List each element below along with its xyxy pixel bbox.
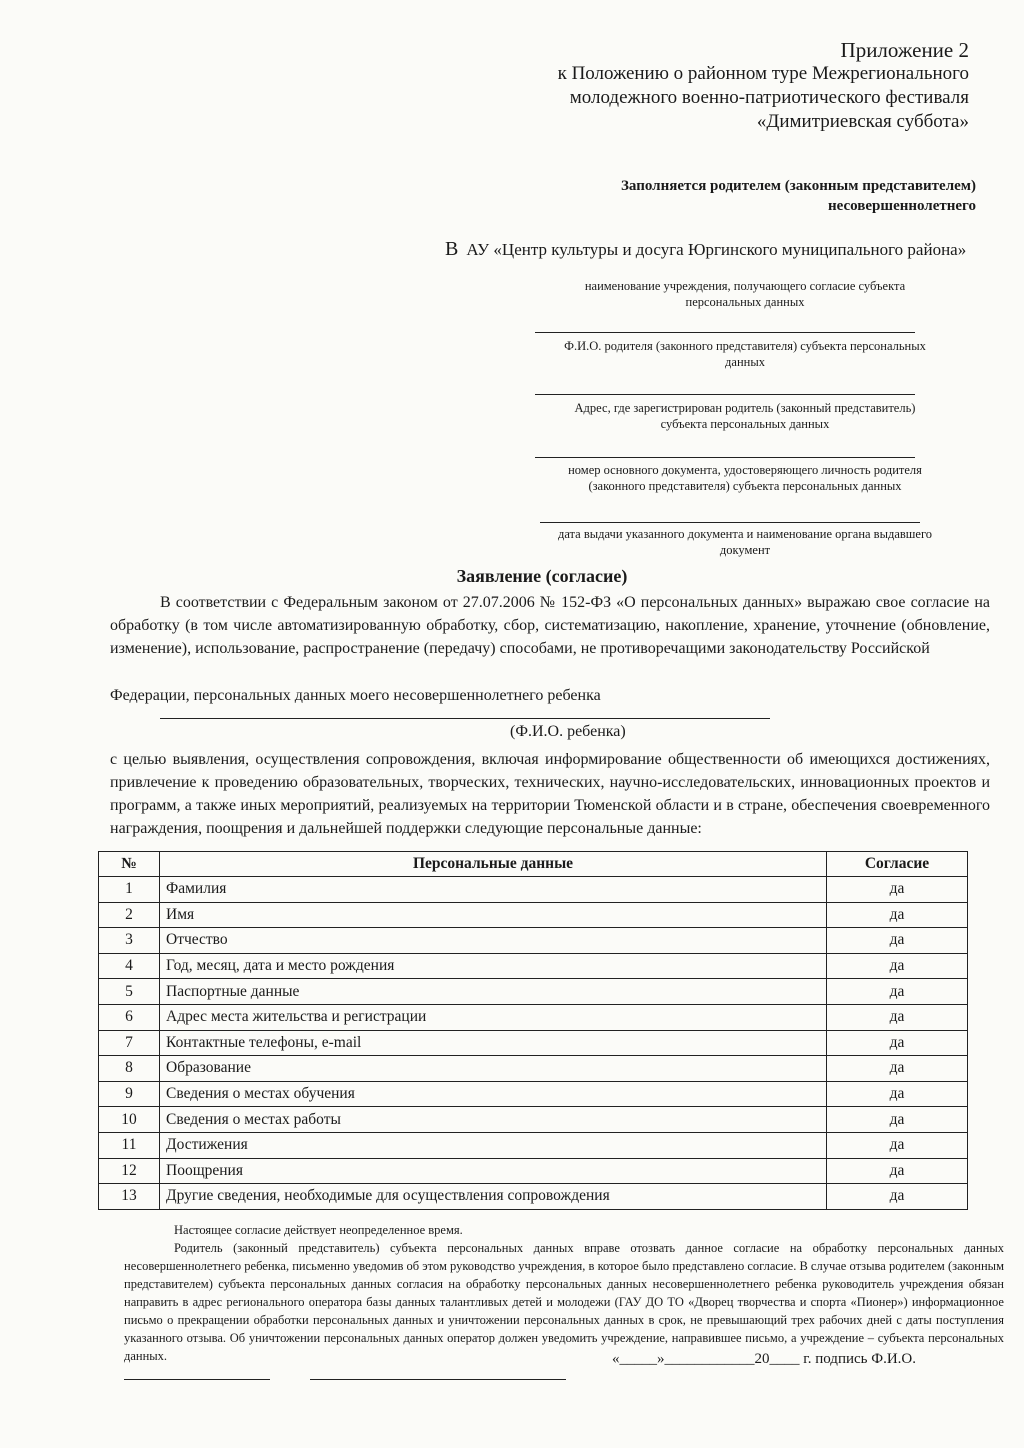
- document-hint: [540, 462, 950, 494]
- row-number: 6: [99, 1004, 160, 1030]
- row-consent[interactable]: да: [827, 953, 968, 979]
- validity-note: Настоящее согласие действует неопределенное время.: [174, 1223, 463, 1237]
- table-row: [99, 928, 968, 954]
- header-data: Персональные данные: [160, 852, 827, 877]
- table-row: [99, 1107, 968, 1133]
- row-item: Сведения о местах обучения: [160, 1081, 827, 1107]
- row-consent[interactable]: да: [827, 1056, 968, 1082]
- hint-line: номер основного документа, удостоверяющего личность родителя: [568, 463, 922, 477]
- hint-line: (законного представителя) субъекта персональных данных: [588, 479, 902, 493]
- filled-by-line: несовершеннолетнего: [828, 198, 976, 214]
- row-consent[interactable]: да: [827, 1184, 968, 1210]
- hint-line: данных: [725, 355, 765, 369]
- row-number: 9: [99, 1081, 160, 1107]
- parent-fio-field[interactable]: [535, 332, 915, 333]
- name-field[interactable]: [310, 1379, 566, 1380]
- intro-paragraph-end: Федерации, персональных данных моего несовершеннолетнего ребенка: [110, 687, 601, 704]
- table-row: [99, 1081, 968, 1107]
- hint-line: персональных данных: [685, 295, 805, 309]
- row-item: Сведения о местах работы: [160, 1107, 827, 1133]
- date-signature-line: «_____»____________20____ г. подпись Ф.И.О.: [612, 1351, 917, 1367]
- issue-date-field[interactable]: [540, 522, 920, 523]
- row-number: 10: [99, 1107, 160, 1133]
- appendix-number: Приложение 2: [840, 38, 969, 62]
- child-fio-hint: (Ф.И.О. ребенка): [510, 723, 626, 740]
- row-number: 3: [99, 928, 160, 954]
- hint-line: дата выдачи указанного документа и наименование органа выдавшего: [557, 527, 933, 541]
- table-row: [99, 953, 968, 979]
- header-consent: Согласие: [827, 852, 968, 877]
- row-consent[interactable]: да: [827, 1004, 968, 1030]
- row-consent[interactable]: да: [827, 1107, 968, 1133]
- recipient-line: [445, 238, 966, 261]
- intro-paragraph: В соответствии с Федеральным законом от 27.07.2006 № 152-ФЗ «О персональных данных» выражаю свое согласие на обработку (в том числе автоматизированную обработку, сбор, систематизацию, накопление, хранение, уточнение (обновление, изменение), использование, распространение (передачу) способами, не противоречащими законодательству Российской: [110, 594, 990, 657]
- revocation-note: Родитель (законный представитель) субъекта персональных данных вправе отозвать данное согласие на обработку персональных данных несовершеннолетнего ребенка, письменно уведомив об этом руководство учреждения, в которое было представлено согласие. В случае отзыва родителем (законным представителем) субъекта персональных данных согласия на обработку персональных данных несовершеннолетнего ребенка руководитель учреждения обязан направить в адрес регионального оператора базы данных талантливых детей и молодежи (ГАУ ДО ТО «Дворец творчества и спорта «Пионер») информационное письмо о прекращении обработки персональных данных и уничтожении персональных данных в срок, не превышающий трех рабочих дней с даты поступления указанного отзыва. Об уничтожении персональных данных оператор должен уведомить учреждение, направившее письмо, а учреждение – субъекта персональных данных.: [124, 1241, 1004, 1363]
- address-hint: [540, 400, 950, 432]
- address-field[interactable]: [535, 394, 915, 395]
- hint-line: наименование учреждения, получающего согласие субъекта: [584, 279, 906, 293]
- row-consent[interactable]: да: [827, 1132, 968, 1158]
- signature-field[interactable]: [124, 1379, 270, 1380]
- row-item: Другие сведения, необходимые для осуществления сопровождения: [160, 1184, 827, 1210]
- recipient-prefix: В: [445, 238, 459, 260]
- row-item: Контактные телефоны, e-mail: [160, 1030, 827, 1056]
- header-num: №: [99, 852, 160, 877]
- issue-hint: [540, 526, 950, 558]
- appendix-line: молодежного военно-патриотического фестиваля: [569, 87, 969, 108]
- appendix-line: «Димитриевская суббота»: [756, 111, 969, 132]
- table-row: [99, 1030, 968, 1056]
- row-item: Образование: [160, 1056, 827, 1082]
- row-consent[interactable]: да: [827, 1158, 968, 1184]
- row-item: Отчество: [160, 928, 827, 954]
- table-row: [99, 1158, 968, 1184]
- row-number: 7: [99, 1030, 160, 1056]
- row-item: Фамилия: [160, 877, 827, 903]
- row-item: Достижения: [160, 1132, 827, 1158]
- document-number-field[interactable]: [535, 457, 915, 458]
- hint-line: документ: [719, 543, 771, 557]
- personal-data-table: [98, 851, 968, 1210]
- table-row: [99, 1132, 968, 1158]
- hint-line: субъекта персональных данных: [660, 417, 830, 431]
- row-consent[interactable]: да: [827, 928, 968, 954]
- statement-title: Заявление (согласие): [456, 566, 628, 586]
- institution-hint: [540, 278, 950, 310]
- filled-by-line: Заполняется родителем (законным представителем): [620, 178, 976, 194]
- row-consent[interactable]: да: [827, 877, 968, 903]
- parent-fio-hint: [540, 338, 950, 370]
- row-consent[interactable]: да: [827, 1081, 968, 1107]
- row-number: 8: [99, 1056, 160, 1082]
- row-number: 12: [99, 1158, 160, 1184]
- purpose-paragraph: с целью выявления, осуществления сопровождения, включая информирование общественности об имеющихся достижениях, привлечение к проведению образовательных, творческих, технических, научно-исследовательских, инновационных проектов и программ, а также иных мероприятий, реализуемых на территории Тюменской области и в стране, обеспечения своевременного награждения, поощрения и дальнейшей поддержки следующие персональные данные:: [110, 751, 990, 837]
- table-row: [99, 979, 968, 1005]
- row-consent[interactable]: да: [827, 979, 968, 1005]
- row-item: Год, месяц, дата и место рождения: [160, 953, 827, 979]
- appendix-header: [449, 38, 969, 134]
- table-row: [99, 1056, 968, 1082]
- appendix-line: к Положению о районном туре Межрегионального: [557, 63, 969, 84]
- row-number: 5: [99, 979, 160, 1005]
- row-item: Имя: [160, 902, 827, 928]
- row-number: 2: [99, 902, 160, 928]
- row-number: 13: [99, 1184, 160, 1210]
- row-number: 4: [99, 953, 160, 979]
- table-row: [99, 1184, 968, 1210]
- row-consent[interactable]: да: [827, 1030, 968, 1056]
- hint-line: Ф.И.О. родителя (законного представителя) субъекта персональных: [564, 339, 926, 353]
- filled-by-note: [496, 176, 976, 216]
- row-item: Адрес места жительства и регистрации: [160, 1004, 827, 1030]
- row-item: Паспортные данные: [160, 979, 827, 1005]
- child-fio-field[interactable]: [160, 718, 770, 719]
- table-header-row: [99, 852, 968, 877]
- table-row: [99, 1004, 968, 1030]
- table-row: [99, 877, 968, 903]
- row-number: 1: [99, 877, 160, 903]
- recipient-name: АУ «Центр культуры и досуга Юргинского муниципального района»: [466, 240, 967, 259]
- row-item: Поощрения: [160, 1158, 827, 1184]
- hint-line: Адрес, где зарегистрирован родитель (законный представитель): [574, 401, 916, 415]
- row-number: 11: [99, 1132, 160, 1158]
- row-consent[interactable]: да: [827, 902, 968, 928]
- table-row: [99, 902, 968, 928]
